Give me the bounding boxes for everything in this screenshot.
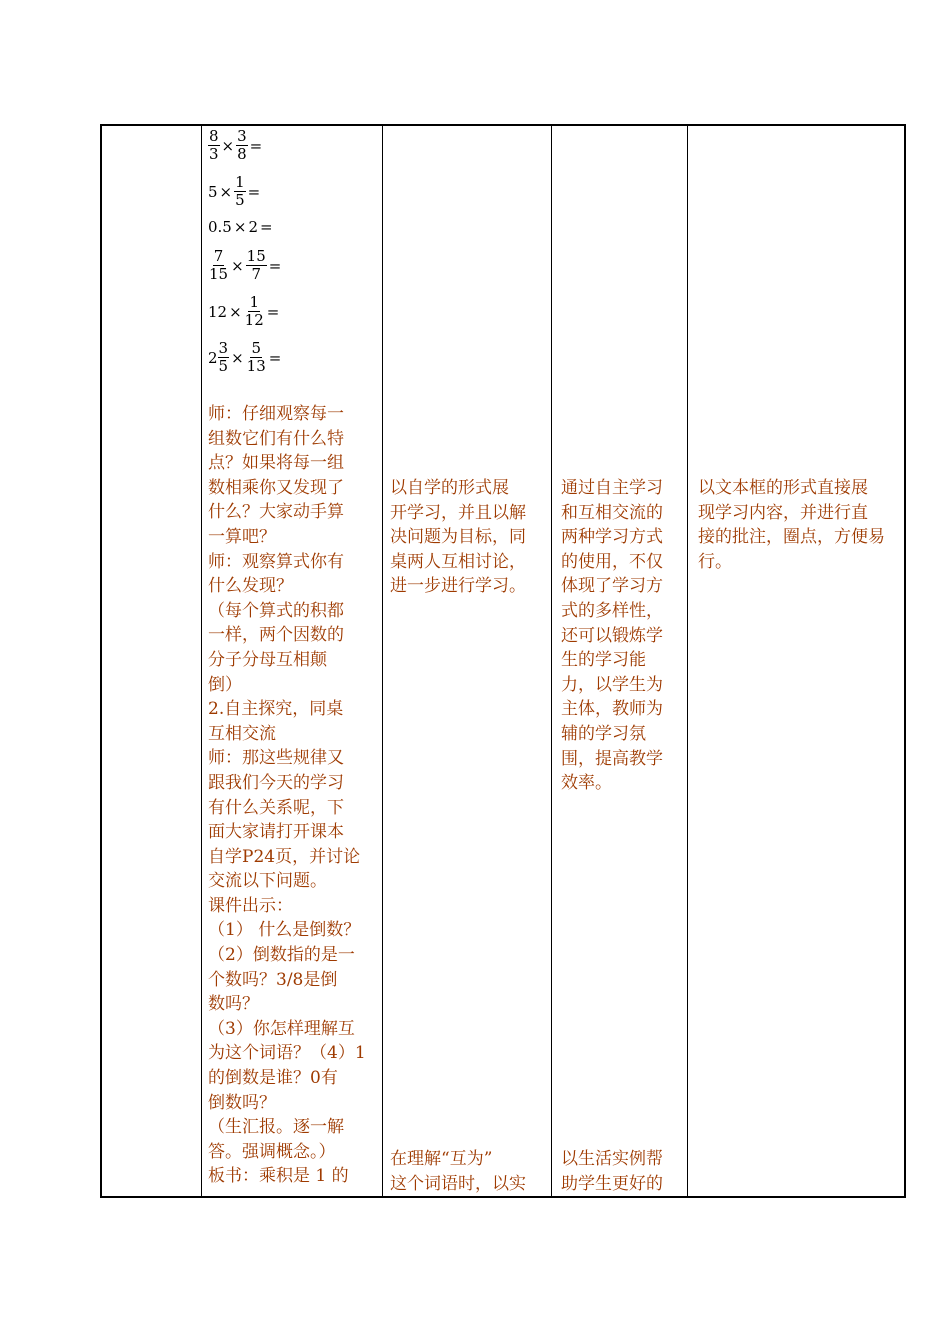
fraction bbox=[218, 340, 230, 375]
column-divider bbox=[201, 126, 202, 1196]
rationale-text-2: 以生活实例帮 助学生更好的 bbox=[561, 1149, 663, 1194]
operator: = bbox=[259, 218, 273, 236]
fraction bbox=[234, 174, 246, 209]
fraction bbox=[246, 340, 267, 375]
fraction bbox=[208, 128, 220, 163]
cell-rationale bbox=[561, 126, 685, 1196]
cell-col1 bbox=[102, 126, 201, 1196]
number: 2 bbox=[208, 348, 218, 367]
equation bbox=[208, 248, 283, 283]
numerator: 3 bbox=[218, 339, 229, 357]
fraction bbox=[208, 248, 229, 283]
operator: × bbox=[229, 302, 242, 321]
denominator: 15 bbox=[209, 265, 229, 283]
tech-use-text: 以文本框的形式直接展 现学习内容，并进行直 接的批注，圈点，方便易 行。 bbox=[698, 478, 885, 572]
rationale-text-1: 通过自主学习 和互相交流的 两种学习方式 的使用，不仅 体现了学习方 式的多样性， 还可以锻炼学 生的学习能 力，以学生为 主体，教师为 辅的学习氛 围，提高教学 效率。 bbox=[561, 478, 663, 794]
denominator: 8 bbox=[237, 145, 247, 163]
equation bbox=[208, 174, 262, 209]
operator: × bbox=[231, 256, 244, 275]
operator: = bbox=[247, 182, 261, 201]
design-intent-text-2: 在理解“互为” 这个词语时，以实 bbox=[390, 1149, 526, 1194]
operator: = bbox=[249, 136, 263, 155]
equation bbox=[208, 128, 264, 163]
numerator: 7 bbox=[213, 247, 224, 265]
operator: = bbox=[266, 302, 280, 321]
number: 0.5 bbox=[208, 218, 232, 236]
denominator: 12 bbox=[244, 311, 264, 329]
operator: × bbox=[231, 348, 244, 367]
cell-activities bbox=[208, 126, 380, 1196]
numerator: 1 bbox=[249, 293, 259, 311]
numerator: 3 bbox=[237, 127, 247, 145]
numerator: 5 bbox=[251, 339, 261, 357]
operator: × bbox=[233, 218, 247, 236]
denominator: 3 bbox=[209, 145, 219, 163]
fraction bbox=[244, 294, 265, 329]
operator: = bbox=[268, 256, 282, 275]
column-divider bbox=[382, 126, 383, 1196]
denominator: 7 bbox=[251, 265, 261, 283]
column-divider bbox=[687, 126, 688, 1196]
operator: × bbox=[221, 136, 235, 155]
numerator: 1 bbox=[235, 173, 245, 191]
number: 2 bbox=[248, 218, 258, 236]
number: 12 bbox=[208, 302, 228, 321]
equation bbox=[208, 218, 275, 236]
denominator: 5 bbox=[218, 357, 229, 375]
numerator: 8 bbox=[209, 127, 219, 145]
operator: = bbox=[268, 348, 282, 367]
column-divider bbox=[551, 126, 552, 1196]
fraction bbox=[246, 248, 267, 283]
design-intent-text-1: 以自学的形式展 开学习，并且以解 决问题为目标，同 桌两人互相讨论， 进一步进行学习。 bbox=[390, 478, 526, 597]
teaching-process-text: 师：仔细观察每一 组数它们有什么特 点？如果将每一组 数相乘你又发现了 什么？大家动手算 一算吧？ 师：观察算式你有 什么发现？ （每个算式的积都 一样，两个因数的 分子分母互相颠 倒） 2.自主探究，同桌 互相交流 师：那这些规律又 跟我们今天的学习 有什么关系呢，下 面大家请打开课本 自学P24页，并讨论 交流以下问题。 课件出示： （1） 什么是倒数？ （2）倒数指的是一 个数吗？3/8是倒 数吗？ （3）你怎样理解互 为这个词语？（4）1 的倒数是谁？0有 倒数吗？ （生汇报。逐一解 答。强调概念。） 板书：乘积是 1 的 bbox=[208, 404, 366, 1187]
equation bbox=[208, 340, 283, 375]
fraction bbox=[236, 128, 248, 163]
number: 5 bbox=[208, 182, 218, 201]
operator: × bbox=[219, 182, 233, 201]
cell-tech-use bbox=[698, 126, 903, 1196]
numerator: 15 bbox=[246, 247, 266, 265]
denominator: 5 bbox=[235, 191, 245, 209]
equation bbox=[208, 294, 281, 329]
denominator: 13 bbox=[246, 357, 266, 375]
lesson-table bbox=[100, 124, 906, 1198]
cell-design-intent bbox=[390, 126, 550, 1196]
